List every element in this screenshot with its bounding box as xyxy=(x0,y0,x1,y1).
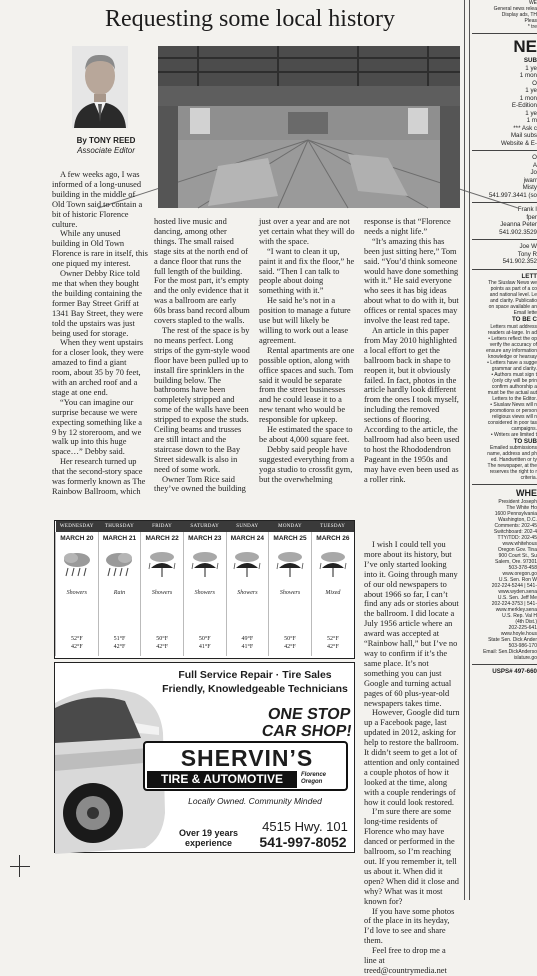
sidebar-info-line: General news relea xyxy=(493,6,537,12)
weather-low: 42°F xyxy=(70,644,83,650)
official-line: (4th Dist.) xyxy=(515,619,537,625)
letters-rule-line: • Writers are limited t xyxy=(490,431,537,438)
article-paragraph: If you have some photos of the place in its heyday, I’d love to see and share them. xyxy=(364,906,455,946)
author-photo xyxy=(72,46,128,128)
weather-day: SATURDAY xyxy=(183,521,226,532)
letters-rule-line: verify the accuracy of xyxy=(489,341,537,348)
weather-condition-row xyxy=(56,590,355,630)
official-line: Email: Sen.DickAnderso xyxy=(483,649,537,655)
official-line: Salem, Ore. 97301 xyxy=(495,559,537,565)
weather-condition: Showers xyxy=(269,590,312,630)
article-paragraph: However, Google did turn up a Facebook page, last updated in 2012, asking for help to restore the ballroom. It didn’t seem to get a lot of attention and only contained a couple photos of how it looked at the time, along with a couple renderings of how it could look restored. xyxy=(364,708,460,807)
sidebar-divider xyxy=(472,484,537,485)
article-column-4 xyxy=(364,217,460,484)
ad-years-line: Over 19 years xyxy=(178,828,239,838)
sidebar-divider xyxy=(472,202,537,203)
weather-high: 52°F xyxy=(70,636,83,642)
sidebar-divider xyxy=(472,269,537,270)
weather-low: 41°F xyxy=(198,644,211,650)
article-paragraph: just over a year and are not yet certain what they will do with the space. xyxy=(259,217,355,246)
article-paragraph: He said he’s not in a position to manage a future use but will likely be willing to work out a lease agreement. xyxy=(259,296,351,345)
article-paragraph: Feel free to drop me a line at treed@countrymedia.net xyxy=(364,946,447,975)
weather-day: WEDNESDAY xyxy=(56,521,99,532)
official-line: U.S. Sen. Jeff Me xyxy=(497,595,537,601)
sidebar-subheading: TO SUB xyxy=(513,437,537,445)
weather-date: MARCH 22 xyxy=(141,532,184,544)
official-line: President Joseph xyxy=(498,499,537,505)
article-column-2 xyxy=(154,217,250,494)
official-line: islature.go xyxy=(513,655,537,661)
article-paragraph: Rental apartments are one possible option, along with office spaces and such. Tom said it would be separate from the street businesses and he could lease it to a new tenant who would be responsible for upkeep. xyxy=(259,345,355,425)
letters-rule-line: considered in poor tas xyxy=(487,419,537,426)
official-line: 503-378-458 xyxy=(508,565,537,571)
letters-line: The Siuslaw News we xyxy=(488,280,537,286)
sidebar-subheading: SUB xyxy=(523,57,537,64)
article-paragraph: The rest of the space is by no means perfect. Long strips of the gym-style wood floor have been pulled up to install fire sprinklers in the building below. The bathrooms have been completely stripped and some of the walls have been stripped to expose the studs. Ceiling beams and trusses are still intact and the staircase down to the Bay Street sidewalk is also in need of some work. xyxy=(154,325,250,474)
submission-line: criteria. xyxy=(520,475,537,481)
weather-date: MARCH 21 xyxy=(98,532,141,544)
staff-line: 541.902.3529 xyxy=(499,228,537,236)
column-rule xyxy=(469,0,470,900)
sidebar-info-line: Display ads, TH xyxy=(501,12,537,18)
rain-umbrella-icon xyxy=(188,567,222,584)
article-paragraph: response is that “Florence needs a night life.” xyxy=(364,217,451,236)
official-line: 202-224-5244 | 541- xyxy=(491,583,537,589)
article-paragraph: He estimated the space to be about 4,000 square feet. xyxy=(259,425,353,444)
article-paragraph: hosted live music and dancing, among other things. The small raised stage sits at the north end of a dance floor that runs the full length of the building. For the most part, it’s empty and the only evidence that it was a ballroom are early 60s brass band record album covers stapled to the walls. xyxy=(154,217,250,326)
article-paragraph: “I want to clean it up, paint it and fix the floor,” he said. “Then I can talk to people about doing something with it.” xyxy=(259,246,355,296)
letters-rule-line: must be the actual aut xyxy=(487,389,537,396)
article-paragraph: An article in this paper from May 2010 highlighted a local effort to get the ballroom back in shape to reopen it, but it obviously failed. In fact, photos in the article hardly look different from the ones I took myself, including the removed sections of flooring. According to the article, the ballroom had also been used to host the Rhododendron Pageant in the 1950s and may have even been used as a roller rink. xyxy=(364,325,460,484)
official-line: www.oregon.go xyxy=(502,571,537,577)
logo-state: Oregon xyxy=(301,779,323,785)
rain-umbrella-icon xyxy=(145,567,179,584)
official-line: The White Ho xyxy=(506,505,537,511)
weather-date: MARCH 23 xyxy=(183,532,226,544)
weather-low: 42°F xyxy=(327,644,339,650)
article-paragraph: Owner Tom Rice said they’ve owned the building xyxy=(154,474,246,494)
letters-rule-line: campaigns. xyxy=(511,425,537,432)
official-line: U.S. Rep. Val H xyxy=(502,613,537,619)
ballroom-photo xyxy=(158,46,460,208)
byline xyxy=(60,136,152,156)
weather-low: 42°F xyxy=(284,644,296,650)
staff-line: 541.997.3441 (so xyxy=(488,191,537,199)
letters-line: on space available an xyxy=(488,304,537,310)
subscription-line: *** Ask c xyxy=(513,124,537,132)
subscription-line: 1 ye xyxy=(525,64,537,72)
byline-name: By TONY REED xyxy=(76,136,136,145)
letters-rule-line: • Letters have a sugge xyxy=(487,359,537,366)
article-paragraph: While any unused building in Old Town Florence is rare in itself, this one piqued my interest. xyxy=(52,229,148,269)
byline-role: Associate Editor xyxy=(77,146,135,155)
weather-low: 41°F xyxy=(241,644,254,650)
rain-cloud-icon xyxy=(60,567,94,584)
sidebar-divider xyxy=(472,150,537,151)
submission-line: Emailed submissions xyxy=(490,445,537,451)
weather-high: 50°F xyxy=(156,636,168,642)
ad-slogan xyxy=(258,706,359,740)
weather-condition: Rain xyxy=(98,590,141,630)
weather-high: 52°F xyxy=(327,636,339,642)
article-paragraph: Her research turned up that the second-story space was formerly known as The Rainbow Ballroom, which xyxy=(52,457,146,496)
article-column-4-continued xyxy=(364,540,460,976)
weather-low: 42°F xyxy=(113,644,126,650)
article-column-1 xyxy=(52,170,148,497)
subscription-line: Website & E- xyxy=(501,139,537,147)
shervins-advertisement xyxy=(54,662,355,853)
submission-line: ed. Handwritten or ty xyxy=(490,457,537,463)
subscription-line: 1 mon xyxy=(519,94,537,102)
rain-umbrella-icon xyxy=(316,567,350,584)
letters-rule-line: knowledge or hearsay xyxy=(488,353,537,360)
ad-experience xyxy=(161,828,256,848)
letters-rule-line: religious views will n xyxy=(491,413,537,420)
letters-line: points as part of a co xyxy=(490,286,537,292)
subscription-line: 1 m xyxy=(526,117,537,124)
official-line: U.S. Sen. Ron W xyxy=(498,577,537,583)
letters-line: Email lette xyxy=(513,310,537,316)
staff-line: Joe W xyxy=(519,243,537,250)
article-paragraph: I wish I could tell you more about its history, but I’ve only started looking into it. Going through many of our old newspapers to about 1966 so far, I can’t find any ads or stories about the ballroom. I did locate a July 1956 article where an award was accepted at “Rainbow hall,” but I’ve no way to confirm if it’s the same place. It’s not something you can just Google and turning actual pages of 60 plus-year-old newspapers takes time. xyxy=(364,540,459,708)
official-line: www.whitehous xyxy=(502,541,537,547)
ad-services-line: Full Service Repair · Tire Sales xyxy=(178,669,332,681)
weather-icon-row xyxy=(56,544,355,590)
subscription-line: O xyxy=(532,79,537,87)
staff-line: Frank I xyxy=(517,206,537,213)
subscription-line: Mail subs xyxy=(510,132,537,139)
logo-name: SHERVIN’S xyxy=(180,745,314,771)
staff-line: A xyxy=(532,161,537,169)
weather-day: TUESDAY xyxy=(311,521,354,532)
sidebar-info-line: WE xyxy=(528,0,537,6)
weather-day: SUNDAY xyxy=(226,521,269,532)
article-paragraph: Debby said people have suggested everything from a yoga studio to crossfit gym, but the overwhelming xyxy=(259,444,355,484)
article-paragraph: I’m sure there are some long-time residents of Florence who may have danced or performed in the ballroom, so I’m reaching out. If you remember it, tell us about it. When did it open? When did it close and why? What was it most known for? xyxy=(364,807,459,906)
staff-line: jwarr xyxy=(523,176,537,184)
letters-rule-line: readers at-large. In ad xyxy=(487,329,537,336)
weather-forecast xyxy=(54,520,355,659)
letters-rule-line: • Authors must sign t xyxy=(491,371,537,378)
crop-mark xyxy=(19,855,20,877)
official-line: www.wyden.sena xyxy=(498,589,537,595)
ad-slogan-line: CAR SHOP! xyxy=(260,723,353,740)
letters-rule-line: (only city will be prin xyxy=(492,377,537,384)
letters-rule-line: • Letters reflect the op xyxy=(488,335,537,342)
official-line: Washington, D.C. xyxy=(498,517,537,523)
weather-day-row xyxy=(56,521,355,532)
sidebar-heading: WHE xyxy=(516,488,537,498)
staff-line: Misty xyxy=(522,184,537,191)
official-line: Oregon Gov. Tina xyxy=(497,547,537,553)
sidebar-divider xyxy=(472,239,537,240)
article-paragraph: “It’s amazing this has been just sitting here,” Tom said. “You’d think someone would have done something with it.” He said everyone who sees it has big ideas about what to do with it, but offices or rental spaces may involve the least red tape. xyxy=(364,236,459,326)
letters-rule-line: promotions or person xyxy=(489,407,537,414)
submission-line: reserves the right to r xyxy=(489,469,537,475)
sidebar-masthead xyxy=(472,0,537,900)
sidebar-subheading: TO BE C xyxy=(512,316,537,323)
logo-band: TIRE & AUTOMOTIVE xyxy=(147,771,297,788)
official-line: State Sen. Dick Ander xyxy=(488,637,537,643)
weather-day: MONDAY xyxy=(269,521,312,532)
weather-date: MARCH 26 xyxy=(311,532,354,544)
article-column-3 xyxy=(259,217,355,484)
weather-temp-row xyxy=(56,630,355,656)
official-line: 503-986-170 xyxy=(508,643,537,649)
submission-line: The newspaper, at the xyxy=(487,463,537,469)
weather-high: 50°F xyxy=(198,636,211,642)
weather-condition: Showers xyxy=(56,590,99,630)
weather-high: 49°F xyxy=(241,636,254,642)
ad-years-line: experience xyxy=(184,838,233,848)
official-line: 1600 Pennsylvania xyxy=(494,511,537,517)
official-line: 202-225-641 xyxy=(508,625,537,631)
weather-condition: Mixed xyxy=(311,590,354,630)
ad-phone: 541-997-8052 xyxy=(259,834,347,850)
official-line: TTY/TDD: 202-45 xyxy=(497,535,537,541)
logo-location xyxy=(301,772,347,786)
weather-condition: Showers xyxy=(183,590,226,630)
weather-high: 50°F xyxy=(284,636,296,642)
official-line: 202-224-3753 | 541- xyxy=(491,601,537,607)
weather-condition: Showers xyxy=(141,590,184,630)
letters-rule-line: grammar and clarity. xyxy=(491,365,537,372)
article-paragraph: When they went upstairs for a closer look, they were amazed to find a giant room, about 35 by 70 feet, with an arched roof and a stage at one end. xyxy=(52,338,144,397)
article-paragraph: A few weeks ago, I was informed of a long-unused building in the middle of Old Town said to contain a bit of historic Florence culture. xyxy=(52,170,143,229)
submission-line: name, address and ph xyxy=(487,451,537,457)
weather-low: 42°F xyxy=(156,644,168,650)
headline: Requesting some local history xyxy=(105,6,395,32)
weather-condition: Showers xyxy=(226,590,269,630)
sidebar-divider xyxy=(472,33,537,34)
crop-mark xyxy=(10,866,30,867)
sidebar-info-line: Pleas xyxy=(524,18,537,24)
letters-line: and national level. Le xyxy=(489,292,537,298)
shervins-logo xyxy=(143,741,348,791)
subscription-line: 1 mon xyxy=(519,72,537,79)
staff-line: fper xyxy=(526,213,537,221)
subscription-line: E-Edition xyxy=(511,102,537,109)
sidebar-divider xyxy=(472,664,537,665)
weather-date: MARCH 25 xyxy=(269,532,312,544)
rain-umbrella-icon xyxy=(230,567,264,584)
official-line: Switchboard: 202-4 xyxy=(493,529,537,535)
ad-tagline: Locally Owned. Community Minded xyxy=(188,796,322,806)
weather-date: MARCH 24 xyxy=(226,532,269,544)
letters-rule-line: ensure any information xyxy=(486,347,537,354)
usps-number: USPS# 497-660 xyxy=(492,668,537,675)
column-rule xyxy=(464,0,465,900)
official-line: www.merkley.sena xyxy=(495,607,537,613)
staff-line: O xyxy=(532,154,537,161)
letters-line: and clarity. Publicatio xyxy=(490,298,537,304)
official-line: Comments: 202-45 xyxy=(494,523,537,529)
article-paragraph: Owner Debby Rice told me that when they bought the building containing the former Bay Street Griff at 1341 Bay Street, they were told the upstairs was just being used for storage. xyxy=(52,269,143,338)
logo-city: Florence xyxy=(301,772,327,778)
subscription-line: 1 ye xyxy=(525,87,537,94)
official-line: 900 Court St., Su xyxy=(498,553,537,559)
official-line: www.hoyle.hous xyxy=(500,631,537,637)
staff-line: Tony R xyxy=(517,250,537,258)
sidebar-info-line: * tre xyxy=(527,24,537,30)
ad-technicians-line: Friendly, Knowledgeable Technicians xyxy=(162,683,348,695)
staff-line: Jo xyxy=(530,169,537,176)
subscription-line: 1 ye xyxy=(525,109,537,117)
rain-umbrella-icon xyxy=(273,567,307,584)
sidebar-heading: NE xyxy=(513,37,537,56)
weather-day: FRIDAY xyxy=(141,521,184,532)
letters-rule-line: Letters to the Editor. xyxy=(492,395,537,402)
weather-high: 51°F xyxy=(113,636,126,642)
staff-line: Jeanna Peter xyxy=(500,221,537,228)
sidebar-subheading: LETT xyxy=(521,272,537,280)
weather-date-row xyxy=(56,532,355,544)
letters-rule-line: confirm authorship a xyxy=(491,383,537,390)
letters-rule-line: • Siuslaw News will n xyxy=(490,401,537,408)
article-paragraph: “You can imagine our surprise because we were expecting something like a 9 by 12 storeroom, and we walk up into this huge space…” Debby said. xyxy=(52,397,143,457)
weather-date: MARCH 20 xyxy=(56,532,99,544)
ad-address: 4515 Hwy. 101 xyxy=(262,819,348,834)
weather-day: THURSDAY xyxy=(98,521,141,532)
staff-line: 541.902.352 xyxy=(502,258,537,265)
letters-rule-line: Letters must address xyxy=(490,323,537,330)
rain-cloud-icon xyxy=(102,567,136,584)
ad-slogan-line: ONE STOP xyxy=(266,706,352,723)
